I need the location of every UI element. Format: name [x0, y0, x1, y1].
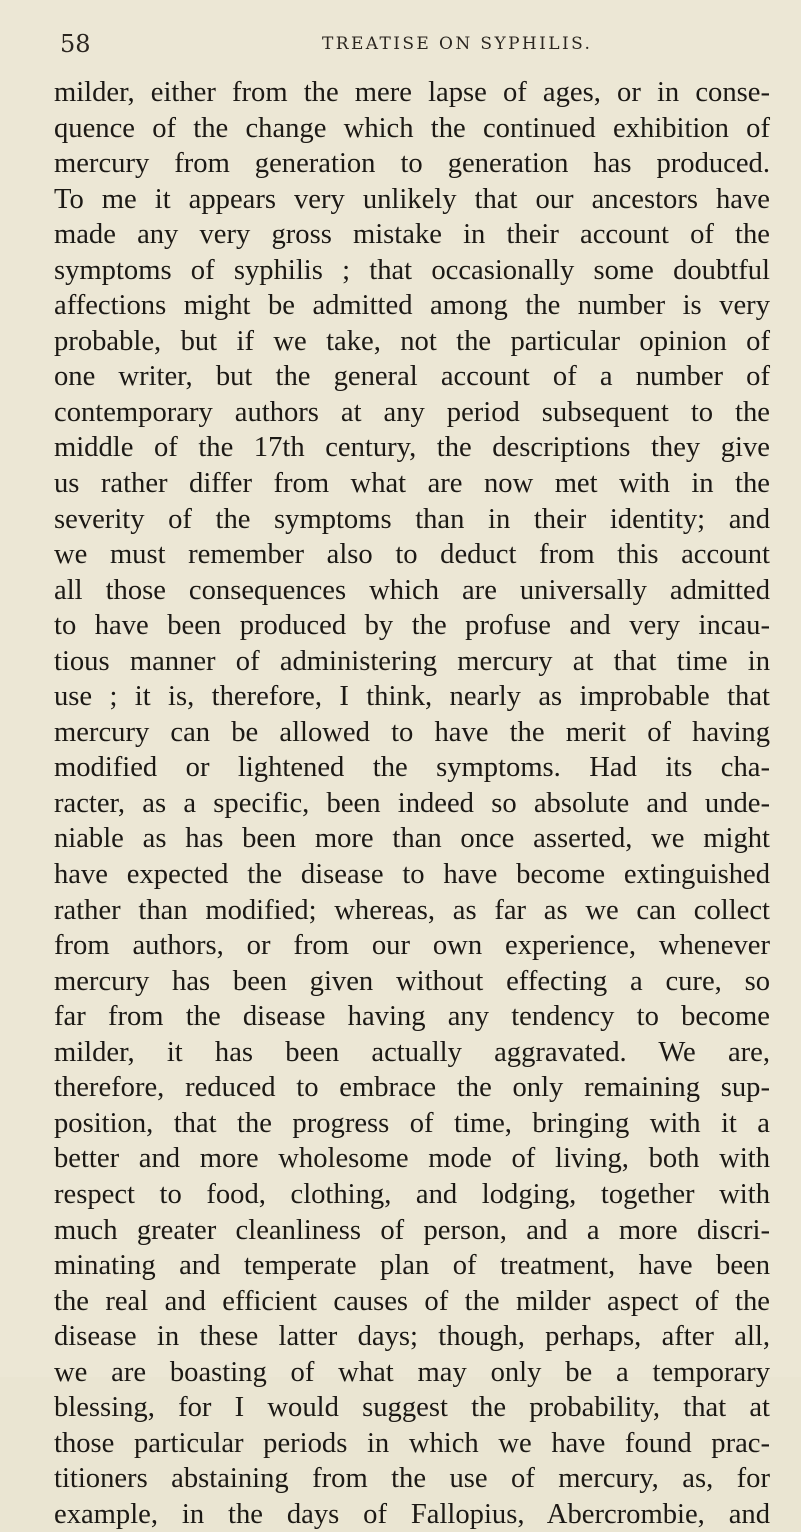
text-line: therefore, reduced to embrace the only remaining sup-: [54, 1072, 770, 1104]
text-line: respect to food, clothing, and lodging, together with: [54, 1178, 770, 1210]
text-line: example, in the days of Fallopius, Abercrombie, and: [54, 1498, 770, 1530]
body-text: [54, 75, 770, 1532]
text-line: quence of the change which the continued exhibition of: [54, 112, 770, 144]
text-line: tious manner of administering mercury at that time in: [54, 645, 770, 677]
text-line: mercury can be allowed to have the merit of having: [54, 716, 770, 748]
text-line: milder, either from the mere lapse of ages, or in conse-: [54, 77, 770, 108]
text-line: those particular periods in which we have found prac-: [54, 1427, 770, 1459]
text-line: much greater cleanliness of person, and a more discri-: [54, 1214, 770, 1246]
page-heading: TREATISE ON SYPHILIS.: [322, 34, 593, 54]
text-line: affections might be admitted among the number is very: [54, 290, 770, 322]
text-line: we must remember also to deduct from this account: [54, 539, 770, 571]
text-line: racter, as a specific, been indeed so absolute and unde-: [54, 787, 770, 819]
text-line: niable as has been more than once asserted, we might: [54, 823, 770, 855]
text-line: severity of the symptoms than in their identity; and: [54, 503, 770, 535]
text-line: to have been produced by the profuse and very incau-: [54, 610, 770, 642]
text-line: minating and temperate plan of treatment, have been: [54, 1250, 770, 1282]
text-line: far from the disease having any tendency to become: [54, 1001, 770, 1033]
text-line: one writer, but the general account of a number of: [54, 361, 770, 393]
text-line: all those consequences which are universally admitted: [54, 574, 770, 606]
text-line: the real and efficient causes of the milder aspect of the: [54, 1285, 770, 1317]
text-line: disease in these latter days; though, perhaps, after all,: [54, 1321, 770, 1353]
text-line: modified or lightened the symptoms. Had its cha-: [54, 752, 770, 784]
running-head: [60, 30, 770, 60]
text-line: rather than modified; whereas, as far as we can collect: [54, 894, 770, 926]
text-line: To me it appears very unlikely that our ancestors have: [54, 183, 770, 215]
text-line: we are boasting of what may only be a temporary: [54, 1356, 770, 1388]
text-line: blessing, for I would suggest the probability, that at: [54, 1392, 770, 1424]
text-line: better and more wholesome mode of living, both with: [54, 1143, 770, 1175]
text-line: have expected the disease to have become extinguished: [54, 859, 770, 891]
text-line: titioners abstaining from the use of mercury, as, for: [54, 1463, 770, 1495]
text-line: mercury has been given without effecting a cure, so: [54, 965, 770, 997]
text-line: mercury from generation to generation has produced.: [54, 148, 770, 180]
text-line: use ; it is, therefore, I think, nearly as improbable that: [54, 681, 770, 713]
text-line: made any very gross mistake in their account of the: [54, 219, 770, 251]
text-line: probable, but if we take, not the particular opinion of: [54, 325, 770, 357]
text-line: milder, it has been actually aggravated. We are,: [54, 1036, 770, 1068]
text-line: from authors, or from our own experience, whenever: [54, 930, 770, 962]
page-number: 58: [60, 30, 91, 58]
text-line: middle of the 17th century, the descriptions they give: [54, 432, 770, 464]
text-line: us rather differ from what are now met with in the: [54, 468, 770, 500]
text-line: contemporary authors at any period subsequent to the: [54, 396, 770, 428]
text-line: symptoms of syphilis ; that occasionally some doubtful: [54, 254, 770, 286]
text-line: position, that the progress of time, bringing with it a: [54, 1107, 770, 1139]
